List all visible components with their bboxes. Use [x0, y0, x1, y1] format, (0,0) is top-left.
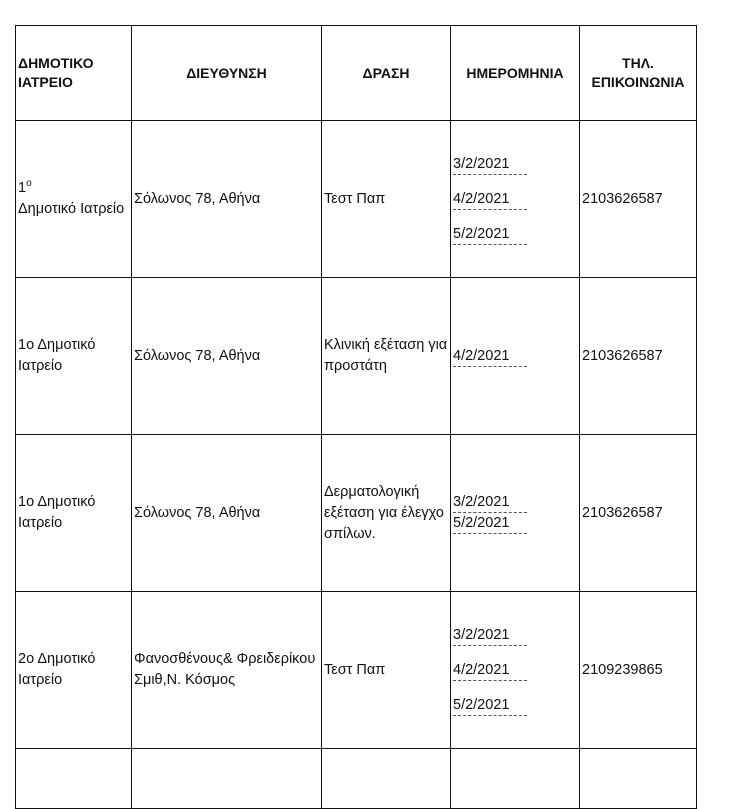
- address-cell: Σόλωνος 78, Αθήνα: [132, 121, 322, 278]
- date-entry: 5/2/2021: [453, 513, 527, 534]
- clinic-cell: 2ο Δημοτικό Ιατρείο: [16, 592, 132, 749]
- empty-cell: [16, 749, 132, 809]
- phone-cell: 2109239865: [580, 592, 697, 749]
- action-cell: Δερματολογική εξέταση για έλεγχο σπίλων.: [322, 435, 451, 592]
- table-row: [16, 278, 697, 435]
- phone-cell: 2103626587: [580, 278, 697, 435]
- header-date: ΗΜΕΡΟΜΗΝΙΑ: [451, 26, 580, 121]
- phone-cell: 2103626587: [580, 121, 697, 278]
- header-phone: ΤΗΛ. ΕΠΙΚΟΙΝΩΝΙΑ: [580, 26, 697, 121]
- empty-cell: [322, 749, 451, 809]
- clinic-ordinal: ο: [26, 178, 32, 190]
- date-entry: 4/2/2021: [453, 189, 527, 210]
- table-row: [16, 121, 697, 278]
- header-address: ΔΙΕΥΘΥΝΣΗ: [132, 26, 322, 121]
- action-cell: Τεστ Παπ: [322, 121, 451, 278]
- date-entry: 4/2/2021: [453, 346, 527, 367]
- action-cell: Κλινική εξέταση για προστάτη: [322, 278, 451, 435]
- date-entry: 5/2/2021: [453, 224, 527, 245]
- dates-cell: [451, 121, 580, 278]
- dates-cell: [451, 435, 580, 592]
- clinics-table: [15, 25, 697, 809]
- dates-cell: [451, 592, 580, 749]
- header-action: ΔΡΑΣΗ: [322, 26, 451, 121]
- date-entry: 4/2/2021: [453, 660, 527, 681]
- address-cell: Σόλωνος 78, Αθήνα: [132, 435, 322, 592]
- empty-cell: [451, 749, 580, 809]
- date-entry: 3/2/2021: [453, 154, 527, 175]
- table-row: [16, 592, 697, 749]
- clinic-name: Δημοτικό Ιατρείο: [18, 201, 125, 217]
- clinic-cell: 1ο Δημοτικό Ιατρείο: [16, 435, 132, 592]
- header-row: [16, 26, 697, 121]
- address-cell: Φανοσθένους& Φρειδερίκου Σμιθ,Ν. Κόσμος: [132, 592, 322, 749]
- address-cell: Σόλωνος 78, Αθήνα: [132, 278, 322, 435]
- table-row: [16, 435, 697, 592]
- dates-cell: [451, 278, 580, 435]
- clinic-number: 1: [18, 180, 27, 196]
- date-entry: 3/2/2021: [453, 492, 527, 513]
- clinic-cell: [16, 121, 132, 278]
- action-cell: Τεστ Παπ: [322, 592, 451, 749]
- empty-cell: [580, 749, 697, 809]
- table-row: [16, 749, 697, 809]
- header-clinic: ΔΗΜΟΤΙΚΟ ΙΑΤΡΕΙΟ: [16, 26, 132, 121]
- date-entry: 3/2/2021: [453, 625, 527, 646]
- date-entry: 5/2/2021: [453, 695, 527, 716]
- clinic-cell: 1ο Δημοτικό Ιατρείο: [16, 278, 132, 435]
- phone-cell: 2103626587: [580, 435, 697, 592]
- empty-cell: [132, 749, 322, 809]
